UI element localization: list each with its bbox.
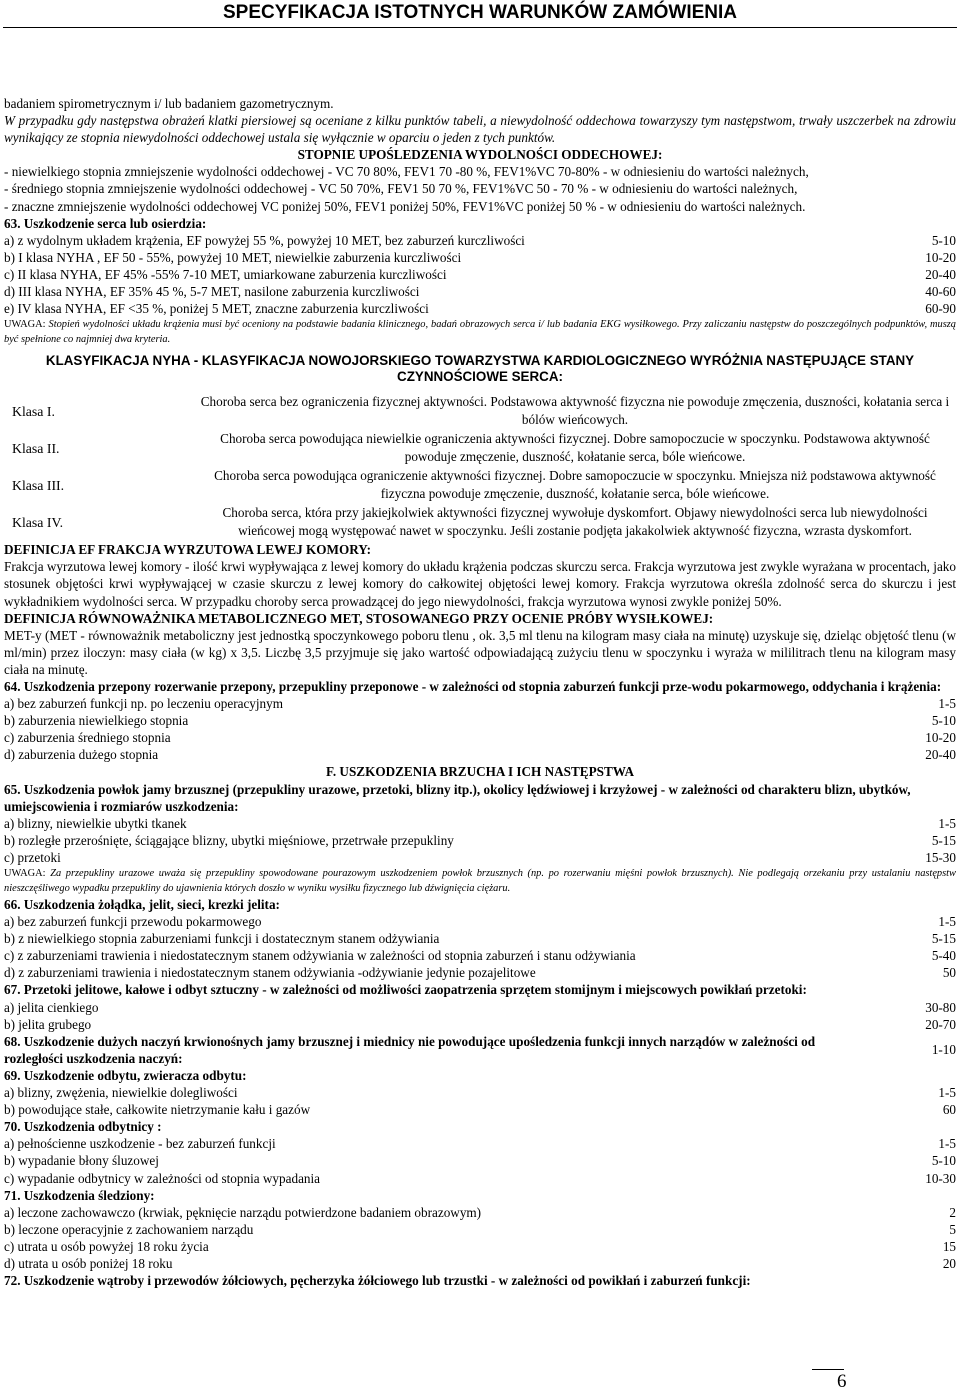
intro-italic: W przypadku gdy następstwa obrażeń klatki piersiowej są oceniane z kilku punktów tabeli, a niewydolność oddechowa towarzyszy tym następstwom, trwały uszczerbek na zdrowiu wynikający ze stopnia niewydolności oddechowej ustala się wyłącznie w oparciu o jeden z tych punktów. [4,113,956,146]
table-row [4,1135,956,1152]
met-text: MET-y (MET - równoważnik metaboliczny jest jednostką spoczynkowego poboru tlenu , ok. 3,5 ml tlenu na kilogram masy ciała na minutę) uzyskuje się, dzieląc objętość tlenu (w ml/min) przez iloczyn: masy ciała (w kg) x 3,5. Liczbę 3,5 przyjmuje się jako wartość odpowiadającą zużyciu tlenu w spoczynku i wyraża w mililitrach tlenu na kilogram masy ciała na minutę. [4,627,956,677]
table-row [4,849,956,866]
row-value: 1-5 [938,914,956,930]
note-text: Za przepukliny urazowe uważa się przepukliny spowodowane pourazowym uszkodzeniem powłok brzusznych (np. po rozerwaniu mięśni powłok brzusznych). Nie podlegają orzekaniu przy ustalaniu następstw nieszczęśliwego wypadku przepukliny do ujawnienia których doszło w wyniku wysiłku fizycznego lub dźwignięcia ciężaru. [4,868,956,894]
row-value: 5-10 [931,713,956,729]
row-label: c) utrata u osób powyżej 18 roku życia [4,1238,209,1254]
row-value: 10-30 [925,1170,956,1186]
row-value: 15-30 [925,849,956,865]
row-value: 60-90 [925,301,956,317]
page-header: SPECYFIKACJA ISTOTNYCH WARUNKÓW ZAMÓWIENIA [222,2,738,23]
section-70-title: 70. Uszkodzenia odbytnicy : [4,1119,162,1135]
note-lead: UWAGA: [4,319,46,331]
resp-line: - niewielkiego stopnia zmniejszenie wydolności oddechowej - VC 70 80%, FEV1 70 -80 %, FEV1%VC 70-80% - w odniesieniu do wartości należnych, [4,164,809,180]
resp-line: - znaczne zmniejszenie wydolności oddechowej VC poniżej 50%, FEV1 poniżej 50%, FEV1%VC poniżej 50 % - w odniesieniu do wartości należnych. [4,198,806,214]
met-title: DEFINICJA RÓWNOWAŻNIKA METABOLICZNEGO MET, STOSOWANEGO PRZY OCENIE PRÓBY WYSIŁKOWEJ: [4,610,714,626]
section-69-title: 69. Uszkodzenie odbytu, zwieracza odbytu: [4,1067,247,1083]
table-row [4,1101,956,1118]
note-text: Stopień wydolności układu krążenia musi być oceniony na podstawie badania klinicznego, badań obrazowych serca i/ lub badania EKG wysiłkowego. Przy zaliczaniu następstw do poszczególnych podpunktów, muszą być spełnione co najmniej dwa kryteria. [4,319,956,346]
row-value: 5-15 [931,832,956,848]
table-row [4,232,956,249]
table-row [4,1152,956,1169]
document-body [4,95,956,1289]
table-row [4,930,956,947]
row-label: b) zaburzenia niewielkiego stopnia [4,713,189,729]
table-row [4,300,956,317]
row-label: c) z zaburzeniami trawienia i niedostatecznym stanem odżywiania w zależności od stopnia zaburzeń i stanu odżywiania [4,948,636,964]
row-value: 60 [942,1102,956,1118]
row-label: b) powodujące stałe, całkowite nietrzymanie kału i gazów [4,1102,311,1118]
row-label: d) utrata u osób poniżej 18 roku [4,1255,173,1271]
nyha-class-desc: Choroba serca powodująca niewielkie ograniczenia aktywności fizycznej. Dobre samopoczucie w spoczynku. Podstawowa aktywność powoduje zmęczenie, duszność, kołatanie serca, bóle wieńcowe. [220,431,930,464]
row-label: a) pełnościenne uszkodzenie - bez zaburzeń funkcji [4,1136,276,1152]
row-value: 5-15 [931,931,956,947]
nyha-class-label: Klasa III. [12,478,65,494]
row-label: d) z zaburzeniami trawienia i niedostatecznym stanem odżywiania -odżywianie jedynie pozajelitowe [4,965,536,981]
nyha-table [4,393,956,541]
page-number-rule [812,1369,844,1370]
nyha-class-label: Klasa IV. [12,515,64,531]
note-65 [4,866,956,896]
table-row [4,832,956,849]
row-label: c) wypadanie odbytnicy w zależności od stopnia wypadania [4,1170,321,1186]
table-row [4,712,956,729]
row-value: 10-20 [925,249,956,265]
nyha-descriptions [194,393,956,541]
row-value: 20-70 [925,1016,956,1032]
section-65-title: 65. Uszkodzenia powłok jamy brzusznej (przepukliny urazowe, przetoki, blizny itp.), okolicy lędźwiowej i krzyżowej - w zależności od charakteru blizn, ubytków, umiejscowienia i rozmiarów uszkodzenia: [4,781,911,814]
header-divider [3,27,957,28]
section-68-title: 68. Uszkodzenie dużych naczyń krwionośnych jamy brzusznej i miednicy nie powodujące upośledzenia funkcji innych narządów w zależności od rozległości uszkodzenia naczyń: [4,1033,816,1066]
section-71-title: 71. Uszkodzenia śledziony: [4,1187,155,1203]
row-label: a) z wydolnym układem krążenia, EF powyżej 55 %, powyżej 10 MET, bez zaburzeń kurczliwości [4,232,525,248]
resp-title: STOPNIE UPOŚLEDZENIA WYDOLNOŚCI ODDECHOWEJ: [297,147,663,163]
table-row [4,913,956,930]
section-f-title: F. USZKODZENIA BRZUCHA I ICH NASTĘPSTWA [325,764,635,780]
note-lead: UWAGA: [4,868,46,879]
row-value: 1-5 [938,696,956,712]
row-value: 20-40 [925,747,956,763]
row-value: 1-5 [938,1085,956,1101]
row-value: 30-80 [925,999,956,1015]
table-row [4,1016,956,1033]
row-label: c) przetoki [4,849,61,865]
row-label: b) I klasa NYHA , EF 50 - 55%, powyżej 10 MET, niewielkie zaburzenia kurczliwości [4,249,462,265]
row-value: 10-20 [925,730,956,746]
table-row [4,1204,956,1221]
ef-title: DEFINICJA EF FRAKCJA WYRZUTOWA LEWEJ KOMORY: [4,542,371,558]
nyha-class-desc: Choroba serca bez ograniczenia fizycznej aktywności. Podstawowa aktywność fizyczna nie powoduje zmęczenia, duszności, kołatania serca i bólów wieńcowych. [200,394,950,427]
table-row [4,999,956,1016]
row-label: b) jelita grubego [4,1016,92,1032]
row-value: 5-10 [931,232,956,248]
row-label: e) IV klasa NYHA, EF <35 %, poniżej 5 MET, znaczne zaburzenia kurczliwości [4,301,429,317]
table-row [4,729,956,746]
nyha-class-label: Klasa II. [12,441,60,457]
row-label: b) z niewielkiego stopnia zaburzeniami funkcji i dostatecznym stanem odżywiania [4,931,440,947]
nyha-labels [4,393,194,541]
table-row [4,249,956,266]
row-value: 5 [949,1221,956,1237]
table-row [4,1255,956,1272]
row-value: 15 [942,1238,956,1254]
row-value: 20 [942,1255,956,1271]
row-value: 50 [942,965,956,981]
section-68-row [4,1033,956,1067]
row-label: a) blizny, niewielkie ubytki tkanek [4,815,187,831]
table-row [4,1084,956,1101]
row-label: c) II klasa NYHA, EF 45% -55% 7-10 MET, umiarkowane zaburzenia kurczliwości [4,266,447,282]
ef-text: Frakcja wyrzutowa lewej komory - ilość krwi wypływająca z lewej komory do układu krążenia podczas skurczu serca. Frakcja wyrzutowa jest zwykle wyrażana w procentach, jako stosunek objętości krwi wypływającej w czasie skurczu z lewej komory do całkowitej objętości lewej komory. Frakcja wyrzutowa określa zdolność serca do skurczu i jest wykładnikiem wydolności serca. W przypadku choroby serca prowadzącej do jego niewydolności, frakcja wyrzutowa wynosi zwykle poniżej 50%. [4,559,956,609]
table-row [4,266,956,283]
table-row [4,695,956,712]
section-67-title: 67. Przetoki jelitowe, kałowe i odbyt sztuczny - w zależności od możliwości zaopatrzenia sprzętem stomijnym i miejscowych powikłań przetoki: [4,982,807,998]
nyha-title: KLASYFIKACJA NYHA - KLASYFIKACJA NOWOJORSKIEGO TOWARZYSTWA KARDIOLOGICZNEGO WYRÓŻNIA NASTĘPUJĄCE STANY CZYNNOŚCIOWE SERCA: [45,353,915,385]
row-label: b) leczone operacyjnie z zachowaniem narządu [4,1221,254,1237]
row-label: b) wypadanie błony śluzowej [4,1153,159,1169]
row-label: a) leczone zachowawczo (krwiak, pęknięcie narządu potwierdzone badaniem obrazowym) [4,1204,482,1220]
row-label: b) rozległe przerośnięte, ściągające blizny, ubytki mięśniowe, przetrwałe przepukliny [4,832,454,848]
section-66-title: 66. Uszkodzenia żołądka, jelit, sieci, krezki jelita: [4,897,280,912]
row-value: 2 [949,1204,956,1220]
page-number: 6 [837,1371,847,1392]
row-value: 5-10 [931,1153,956,1169]
table-row [4,746,956,763]
intro-line: badaniem spirometrycznym i/ lub badaniem gazometrycznym. [4,96,334,111]
row-value: 40-60 [925,284,956,300]
row-value: 1-5 [938,1136,956,1152]
row-value: 20-40 [925,266,956,282]
section-72-title: 72. Uszkodzenie wątroby i przewodów żółciowych, pęcherzyka żółciowego lub trzustki - w zależności od powikłań i zaburzeń funkcji: [4,1273,751,1289]
section-63-title: 63. Uszkodzenie serca lub osierdzia: [4,215,207,231]
section-64-title: 64. Uszkodzenia przepony rozerwanie przepony, przepukliny przeponowe - w zależności od stopnia zaburzeń funkcji prze-wodu pokarmowego, oddychania i krążenia: [4,678,942,694]
nyha-class-desc: Choroba serca powodująca ograniczenie aktywności fizycznej. Dobre samopoczucie w spoczynku. Mniejsza niż podstawowa aktywność fizyczna powoduje zmęczenie, duszność, kołatanie serca, bóle wieńcowe. [214,468,936,501]
table-row [4,283,956,300]
nyha-class-desc: Choroba serca, która przy jakiejkolwiek aktywności fizycznej wywołuje dyskomfort. Objawy niewydolności serca lub niewydolności wieńcowej mogą występować nawet w spoczynku. Jeśli zostanie podjęta jakakolwiek aktywność fizyczna, wzrasta dyskomfort. [222,505,928,538]
table-row [4,1170,956,1187]
note-63 [4,317,956,347]
row-label: a) blizny, zwężenia, niewielkie dolegliwości [4,1085,238,1101]
row-value: 5-40 [931,948,956,964]
resp-line: - średniego stopnia zmniejszenie wydolności oddechowej - VC 50 70%, FEV1 50 70 %, FEV1%VC 50 - 70 % - w odniesieniu do wartości należnych, [4,181,798,197]
row-value: 1-5 [938,815,956,831]
row-label: a) bez zaburzeń funkcji np. po leczeniu operacyjnym [4,696,284,712]
table-row [4,815,956,832]
row-label: a) bez zaburzeń funkcji przewodu pokarmowego [4,914,262,930]
nyha-class-label: Klasa I. [12,404,55,420]
table-row [4,1221,956,1238]
table-row [4,964,956,981]
row-label: c) zaburzenia średniego stopnia [4,730,171,746]
table-row [4,1238,956,1255]
row-label: a) jelita cienkiego [4,999,99,1015]
row-label: d) zaburzenia dużego stopnia [4,747,159,763]
row-value: 1-10 [931,1042,956,1058]
table-row [4,947,956,964]
row-label: d) III klasa NYHA, EF 35% 45 %, 5-7 MET, nasilone zaburzenia kurczliwości [4,284,420,300]
